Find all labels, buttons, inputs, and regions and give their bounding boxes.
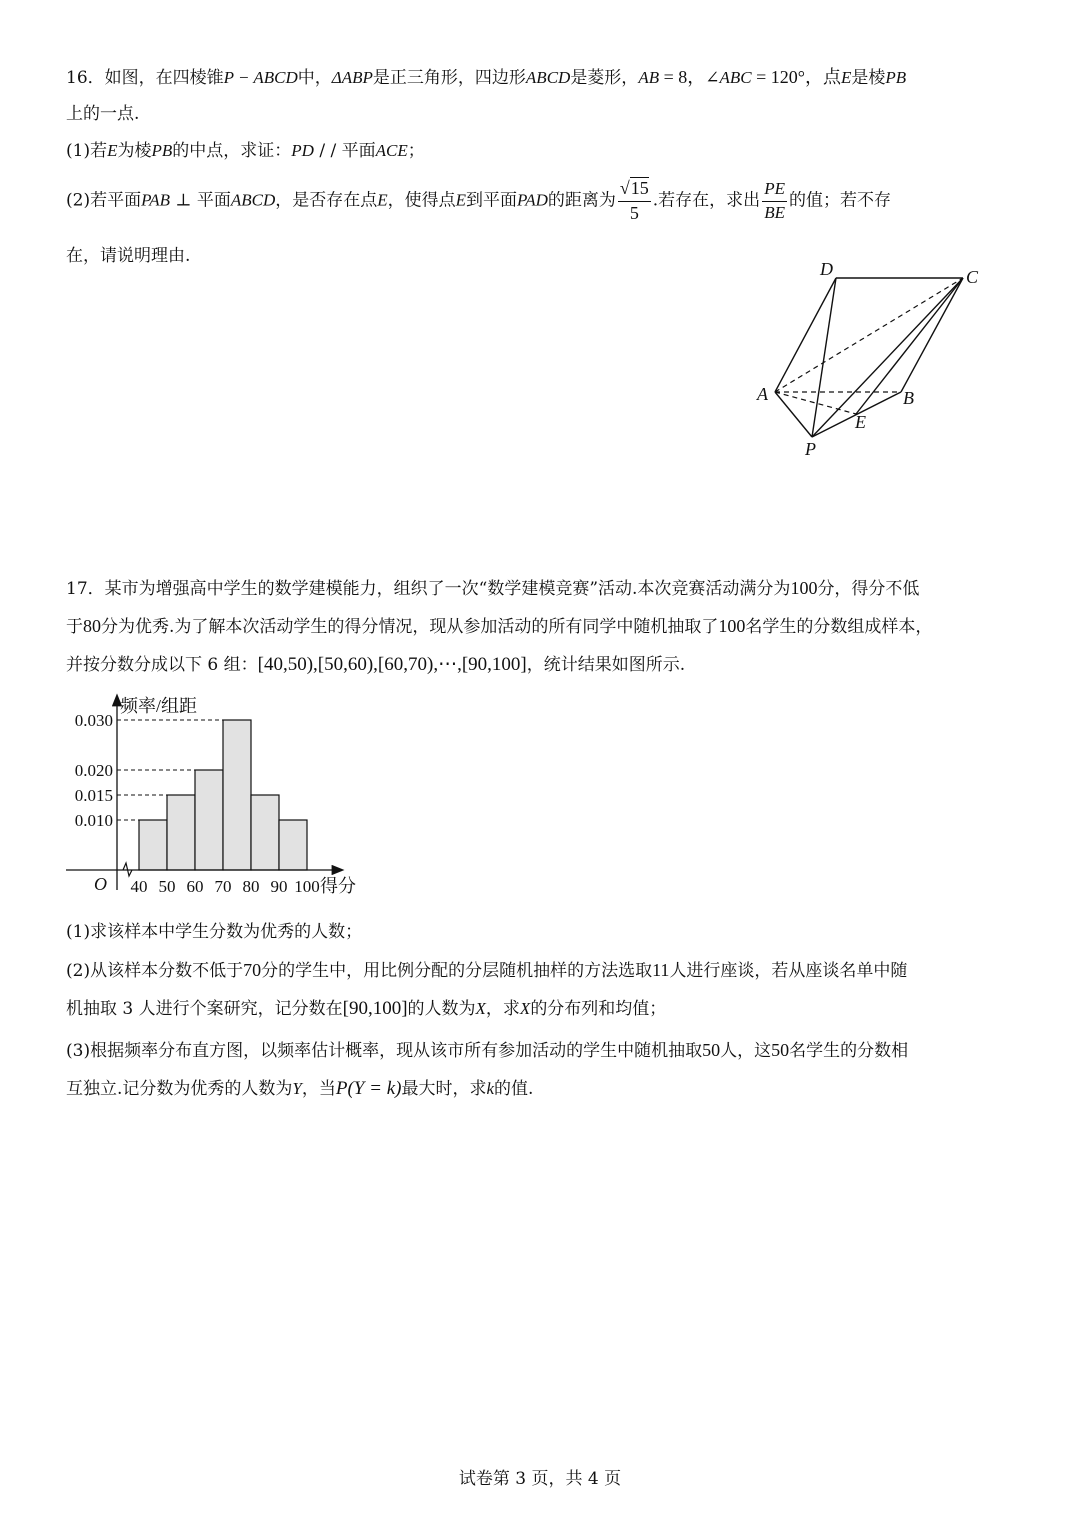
q16-line-1: 16．如图，在四棱锥P − ABCD中，ΔABP是正三角形，四边形ABCD是菱形，AB = 8，∠ABC = 120°，点E是棱PB bbox=[66, 67, 907, 88]
q17-sub-1: (1)求该样本中学生分数为优秀的人数； bbox=[66, 922, 363, 942]
x-tick-label-2: 60 bbox=[186, 877, 204, 896]
x-tick-label-6: 100 bbox=[294, 877, 320, 896]
q17-line-2: 于80分为优秀.为了解本次活动学生的得分情况，现从参加活动的所有同学中随机抽取了100名学生的分数组成样本， bbox=[66, 616, 933, 637]
bar-3 bbox=[223, 720, 251, 870]
label-P: P bbox=[805, 439, 816, 459]
y-axis-label: 频率/组距 bbox=[120, 696, 198, 716]
x-tick-label-5: 90 bbox=[270, 877, 288, 896]
q17-sub-3-line-2: 互独立.记分数为优秀的人数为Y，当P(Y = k)最大时，求k的值. bbox=[66, 1078, 534, 1099]
q17-sub-3: (3)根据频率分布直方图，以频率估计概率，现从该市所有参加活动的学生中随机抽取50人，这50名学生的分数相 bbox=[66, 1040, 909, 1061]
x-tick-label-3: 70 bbox=[214, 877, 232, 896]
fraction-pe-over-be: $\frac{PE}{BE}$ bbox=[764, 179, 785, 222]
label-B: B bbox=[903, 388, 914, 408]
q17-sub-2-line-2: 机抽取 3 人进行个案研究，记分数在[90,100]的人数为X，求X的分布列和均值； bbox=[66, 998, 667, 1019]
q16-part-2-line-2: 在，请说明理由. bbox=[66, 246, 191, 266]
q17-line-3: 并按分数分成以下 6 组：[40,50),[50,60),[60,70),⋯,[90,100]，统计结果如图所示. bbox=[66, 654, 686, 675]
x-tick-label-4: 80 bbox=[242, 877, 260, 896]
label-D: D bbox=[820, 259, 833, 279]
y-tick-label-3: 0.010 bbox=[74, 811, 113, 830]
frequency-histogram bbox=[60, 690, 380, 905]
q16-line-2: 上的一点. bbox=[66, 104, 140, 124]
q17-line-1: 17．某市为增强高中学生的数学建模能力，组织了一次“数学建模竞赛”活动.本次竞赛活动满分为100分，得分不低 bbox=[66, 578, 920, 599]
bar-0 bbox=[139, 820, 167, 870]
x-tick-label-0: 40 bbox=[130, 877, 148, 896]
x-axis-label: 得分 bbox=[320, 876, 356, 896]
label-E: E bbox=[855, 412, 866, 432]
pyramid-figure bbox=[0, 0, 1080, 470]
fraction-sqrt15-over-5: $\frac{√15}{5}$ bbox=[619, 178, 649, 223]
page-footer: 试卷第 3 页，共 4 页 bbox=[458, 1469, 622, 1489]
q17-sub-2: (2)从该样本分数不低于70分的学生中，用比例分配的分层随机抽样的方法选取11人进行座谈，若从座谈名单中随 bbox=[66, 960, 908, 981]
bar-1 bbox=[167, 795, 195, 870]
q16-part-1: (1)若E为棱PB的中点，求证：PD / / 平面ACE； bbox=[66, 141, 425, 161]
label-A: A bbox=[757, 384, 768, 404]
y-tick-label-2: 0.015 bbox=[74, 786, 113, 805]
origin-label: O bbox=[94, 874, 107, 894]
bar-4 bbox=[251, 795, 279, 870]
label-C: C bbox=[966, 267, 979, 287]
y-tick-label-1: 0.020 bbox=[74, 761, 113, 780]
bar-5 bbox=[279, 820, 307, 870]
bar-2 bbox=[195, 770, 223, 870]
q16-part-2: (2)若平面PAB ⊥ 平面ABCD，是否存在点E，使得点E到平面PAD的距离为 $\frac{√15}{5}$ .若存在，求出 $\frac{PE}{BE}$ 的值；若不存 bbox=[66, 178, 891, 223]
y-tick-label-0: 0.030 bbox=[74, 711, 113, 730]
x-tick-label-1: 50 bbox=[158, 877, 176, 896]
